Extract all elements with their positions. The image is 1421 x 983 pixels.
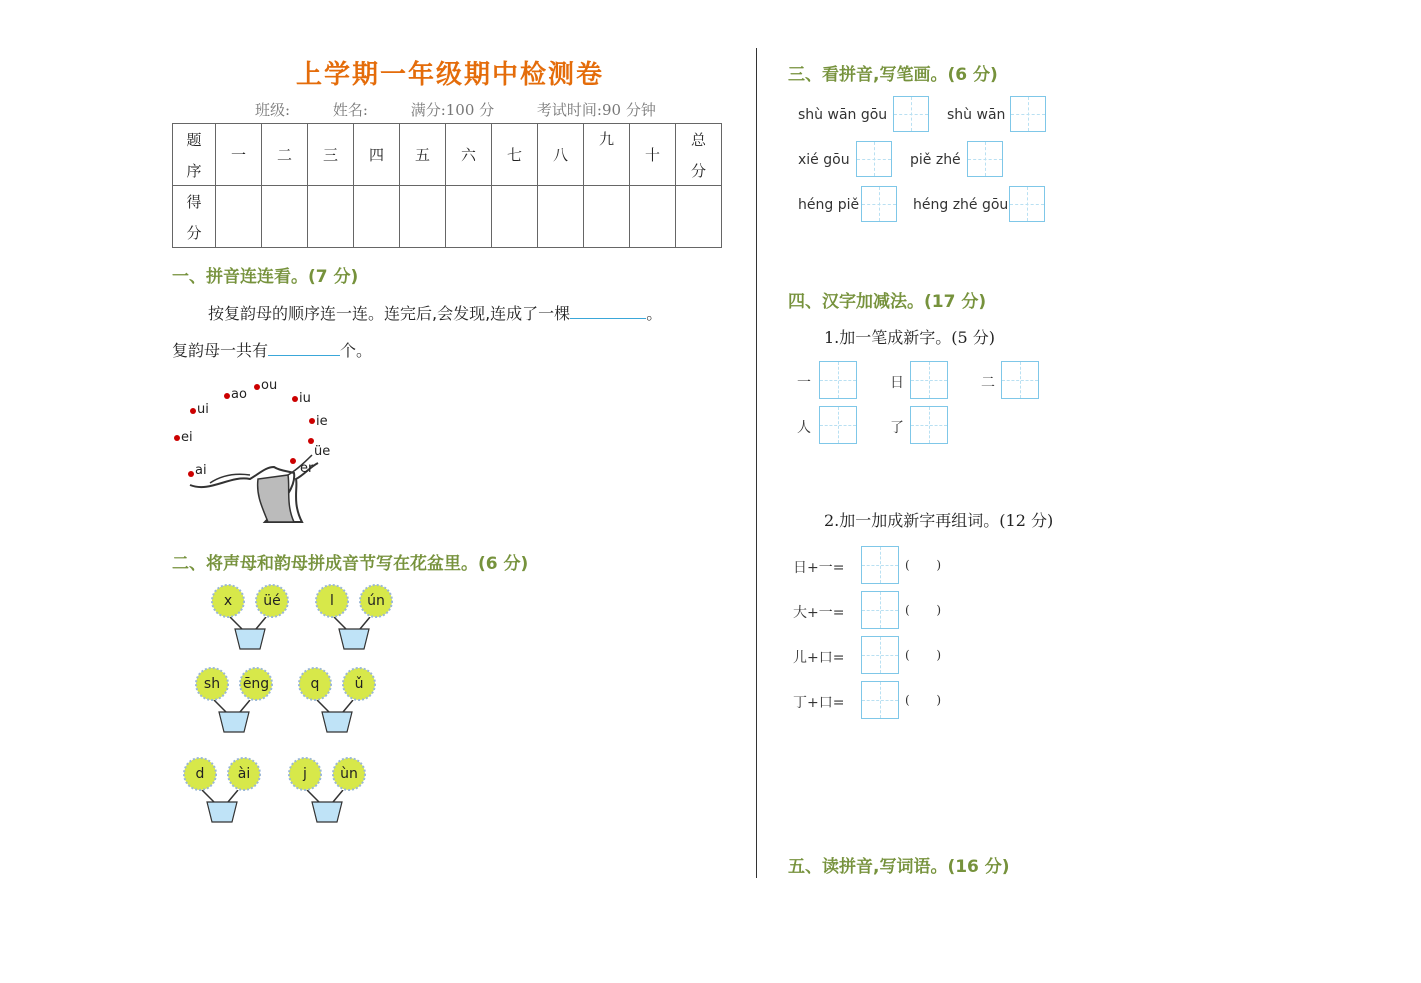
syllable-label: sh xyxy=(203,676,221,692)
tree-dot[interactable] xyxy=(188,471,194,477)
syllable-label: x xyxy=(223,593,233,609)
tree-dot[interactable] xyxy=(224,393,230,399)
blank-field[interactable] xyxy=(268,355,340,356)
flower-syllable xyxy=(331,756,367,792)
tree-label: ou xyxy=(261,378,278,393)
flower-syllable xyxy=(297,666,333,702)
tree-label: ie xyxy=(316,414,328,429)
equation-label: 丁+口= xyxy=(793,695,845,711)
tree-label: ao xyxy=(231,387,247,402)
column-1: 一 xyxy=(216,124,262,186)
writing-grid[interactable] xyxy=(819,406,857,444)
writing-grid[interactable] xyxy=(819,361,857,399)
score-cell[interactable] xyxy=(584,186,630,248)
line1-end: 。 xyxy=(646,304,663,323)
total-header xyxy=(676,124,722,186)
tree-dot[interactable] xyxy=(174,435,180,441)
blank-field[interactable] xyxy=(570,318,646,319)
class-label: 班级: xyxy=(255,101,291,119)
score-row-header xyxy=(173,186,216,248)
stroke-pinyin: héng piě xyxy=(798,197,860,213)
column-4: 四 xyxy=(354,124,400,186)
syllable-label: ēng xyxy=(242,676,270,692)
flower-syllable xyxy=(194,666,230,702)
equation-label: 日+一= xyxy=(793,560,845,576)
syllable-label: j xyxy=(303,766,307,782)
header-char: 分 xyxy=(690,161,706,180)
column-6: 六 xyxy=(446,124,492,186)
writing-grid[interactable] xyxy=(1001,361,1039,399)
tree-label: ui xyxy=(197,402,209,417)
section1-heading: 一、拼音连连看。(7 分) xyxy=(172,267,359,287)
writing-grid[interactable] xyxy=(861,636,899,674)
flower-pot[interactable] xyxy=(190,790,256,828)
column-5: 五 xyxy=(400,124,446,186)
syllable-label: ùn xyxy=(340,766,358,782)
stroke-pinyin: piě zhé xyxy=(910,152,961,168)
writing-grid[interactable] xyxy=(910,361,948,399)
flower-pot[interactable] xyxy=(218,617,284,655)
base-char: 二 xyxy=(981,375,995,391)
flower-syllable xyxy=(314,583,350,619)
writing-grid[interactable] xyxy=(893,96,929,132)
flower-syllable xyxy=(341,666,377,702)
section1-line2 xyxy=(172,338,372,361)
score-cell[interactable] xyxy=(492,186,538,248)
base-char: 了 xyxy=(890,420,904,436)
word-paren[interactable]: ( ) xyxy=(905,693,942,707)
column-10: 十 xyxy=(630,124,676,186)
score-cell[interactable] xyxy=(354,186,400,248)
line2-end: 个。 xyxy=(340,341,373,360)
syllable-label: d xyxy=(195,766,205,782)
stroke-pinyin: shù wān gōu xyxy=(798,107,888,123)
line1-text: 按复韵母的顺序连一连。连完后,会发现,连成了一棵 xyxy=(208,304,571,323)
flower-syllable xyxy=(287,756,323,792)
sub2-title: 2.加一加成新字再组词。(12 分) xyxy=(824,511,1054,530)
score-cell[interactable] xyxy=(262,186,308,248)
syllable-label: q xyxy=(310,676,320,692)
equation-label: 儿+口= xyxy=(793,650,845,666)
syllable-label: ǔ xyxy=(354,676,364,692)
page-title: 上学期一年级期中检测卷 xyxy=(295,60,604,90)
name-label: 姓名: xyxy=(332,101,368,119)
column-9: 九 xyxy=(584,124,630,186)
column-3: 三 xyxy=(308,124,354,186)
section3-heading: 三、看拼音,写笔画。(6 分) xyxy=(788,65,998,85)
base-char: 一 xyxy=(797,375,811,391)
writing-grid[interactable] xyxy=(1010,96,1046,132)
score-cell[interactable] xyxy=(676,186,722,248)
tree-label: ei xyxy=(181,430,193,445)
stroke-pinyin: shù wān xyxy=(947,107,1006,123)
syllable-label: l xyxy=(330,593,334,609)
score-cell[interactable] xyxy=(538,186,584,248)
tree-dot[interactable] xyxy=(290,458,296,464)
full-score: 满分:100 分 xyxy=(410,101,495,119)
column-7: 七 xyxy=(492,124,538,186)
writing-grid[interactable] xyxy=(861,591,899,629)
column-8: 八 xyxy=(538,124,584,186)
line2-text: 复韵母一共有 xyxy=(172,341,269,360)
header-char: 总 xyxy=(690,130,706,149)
score-cell[interactable] xyxy=(630,186,676,248)
header-char: 序 xyxy=(186,161,202,180)
flower-syllable xyxy=(182,756,218,792)
section4-heading: 四、汉字加减法。(17 分) xyxy=(788,292,987,312)
syllable-label: ài xyxy=(237,766,251,782)
flower-pot[interactable] xyxy=(202,700,268,738)
word-paren[interactable]: ( ) xyxy=(905,558,942,572)
section1-line1 xyxy=(208,301,662,324)
header-char: 得 xyxy=(186,192,202,211)
tree-dot[interactable] xyxy=(292,396,298,402)
writing-grid[interactable] xyxy=(861,681,899,719)
score-cell[interactable] xyxy=(446,186,492,248)
flower-syllable xyxy=(254,583,290,619)
flower-pot[interactable] xyxy=(322,617,388,655)
flower-syllable xyxy=(226,756,262,792)
word-paren[interactable]: ( ) xyxy=(905,648,942,662)
score-cell[interactable] xyxy=(216,186,262,248)
syllable-label: üé xyxy=(263,593,281,609)
syllable-label: ún xyxy=(367,593,385,609)
exam-info xyxy=(255,99,694,120)
section2-heading: 二、将声母和韵母拼成音节写在花盆里。(6 分) xyxy=(172,554,529,574)
base-char: 人 xyxy=(797,420,811,436)
section5-heading: 五、读拼音,写词语。(16 分) xyxy=(788,857,1010,877)
sub1-title: 1.加一笔成新字。(5 分) xyxy=(824,328,996,347)
tree-label: ai xyxy=(195,463,207,478)
flower-pot[interactable] xyxy=(305,700,371,738)
writing-grid[interactable] xyxy=(910,406,948,444)
tree-label: iu xyxy=(299,391,311,406)
stroke-pinyin: xié gōu xyxy=(798,152,850,168)
tree-label: üe xyxy=(314,444,331,459)
score-cell[interactable] xyxy=(308,186,354,248)
score-cell[interactable] xyxy=(400,186,446,248)
flower-syllable xyxy=(210,583,246,619)
column-divider xyxy=(756,48,757,878)
tree-label: er xyxy=(300,461,314,476)
table-header-cell xyxy=(173,124,216,186)
flower-syllable xyxy=(358,583,394,619)
writing-grid[interactable] xyxy=(861,186,897,222)
word-paren[interactable]: ( ) xyxy=(905,603,942,617)
tree-dot[interactable] xyxy=(254,384,260,390)
flower-pot[interactable] xyxy=(295,790,361,828)
column-2: 二 xyxy=(262,124,308,186)
base-char: 日 xyxy=(890,375,904,391)
writing-grid[interactable] xyxy=(967,141,1003,177)
equation-label: 大+一= xyxy=(793,605,845,621)
exam-time: 考试时间:90 分钟 xyxy=(536,101,656,119)
score-table xyxy=(172,123,722,248)
tree-dot[interactable] xyxy=(309,418,315,424)
header-char: 题 xyxy=(186,130,202,149)
header-char: 分 xyxy=(186,223,202,242)
writing-grid[interactable] xyxy=(1009,186,1045,222)
writing-grid[interactable] xyxy=(856,141,892,177)
tree-dot[interactable] xyxy=(190,408,196,414)
flower-syllable xyxy=(238,666,274,702)
stroke-pinyin: héng zhé gōu xyxy=(913,197,1009,213)
writing-grid[interactable] xyxy=(861,546,899,584)
